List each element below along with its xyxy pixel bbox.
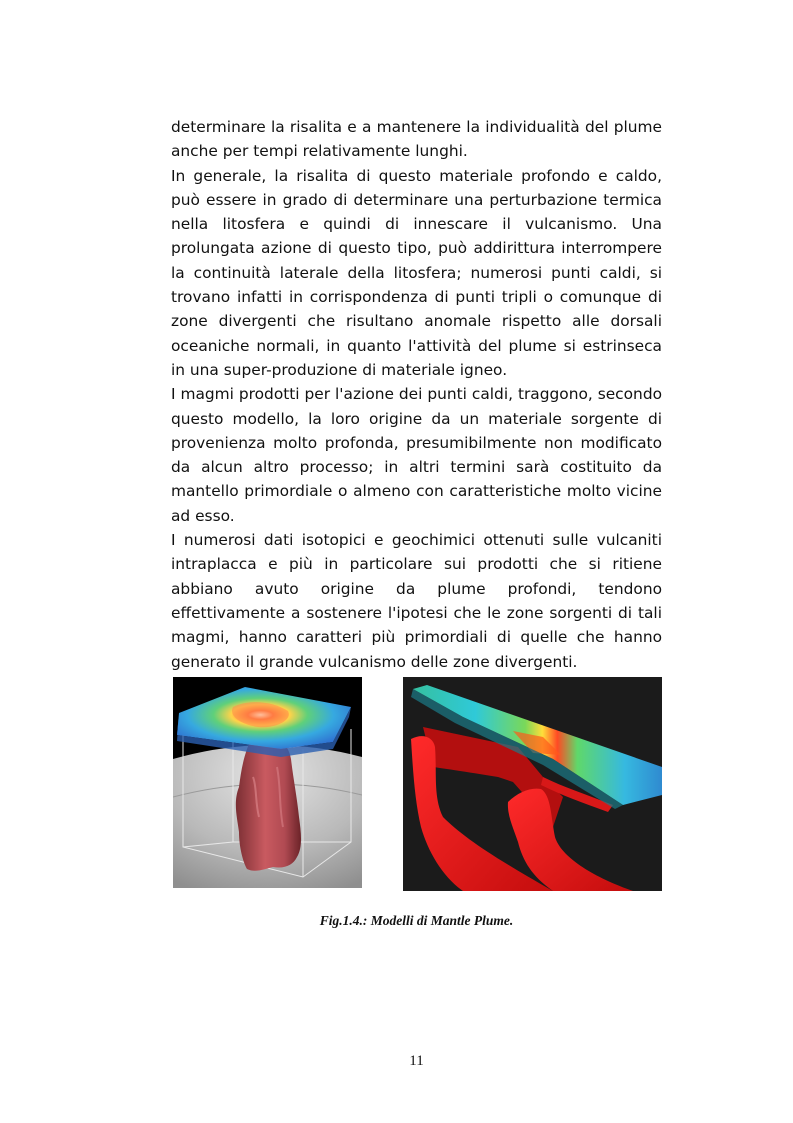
plume-slab-model-image (403, 677, 662, 891)
figure-caption: Fig.1.4.: Modelli di Mantle Plume. (319, 913, 514, 928)
paragraph-3: I magmi prodotti per l'azione dei punti caldi, traggono, secondo questo modello, la loro origine da un materiale sorgente di provenienza molto profonda, presumibilmente non modificato da alcun altro processo; in altri termini sarà costituito da mantello primordiale o almeno con caratteristiche molto vicine ad esso. (171, 385, 662, 525)
paragraph-1: determinare la risalita e a mantenere la individualità del plume anche per tempi relativamente lunghi. (171, 118, 662, 161)
body-text (171, 115, 662, 674)
mantle-plume-column-image (173, 677, 362, 888)
paragraph-4: I numerosi dati isotopici e geochimici ottenuti sulle vulcaniti intraplacca e più in particolare sui prodotti che si ritiene abbiano avuto origine da plume profondi, tendono effettivamente a sostenere l'ipotesi che le zone sorgenti di tali magmi, hanno caratteri più primordiali di quelle che hanno generato il grande vulcanismo delle zone divergenti. (171, 531, 662, 671)
page-number: 11 (409, 1053, 424, 1069)
paragraph-2: In generale, la risalita di questo materiale profondo e caldo, può essere in grado di determinare una perturbazione termica nella litosfera e quindi di innescare il vulcanismo. Una prolungata azione di questo tipo, può addirittura interrompere la continuità laterale della litosfera; numerosi punti caldi, si trovano infatti in corrispondenza di punti tripli o comunque di zone divergenti che risultano anomale rispetto alle dorsali oceaniche normali, in quanto l'attività del plume si estrinseca in una super-produzione di materiale igneo. (171, 166, 662, 379)
